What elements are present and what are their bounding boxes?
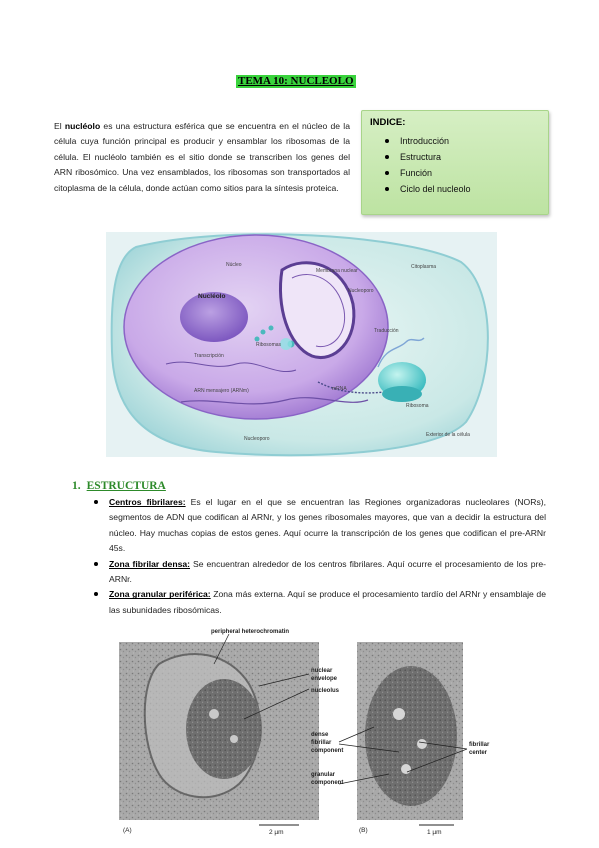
index-list — [382, 133, 471, 197]
bullet-term: Zona fibrilar densa: — [109, 558, 190, 569]
label-nucleolus: nucleolus — [311, 688, 340, 694]
intro-before: El — [54, 121, 65, 131]
label-granular-component: component — [311, 780, 344, 786]
label-component: component — [311, 748, 344, 754]
label-ribosoma: Ribosoma — [406, 403, 429, 409]
label-mrna: mRNA — [332, 386, 347, 392]
label-nucleoporo: Nucleoporo — [348, 288, 374, 294]
bullet-zona-granular — [92, 587, 546, 618]
label-scale-a: 2 µm — [269, 829, 284, 836]
structure-list — [92, 495, 546, 618]
label-peripheral-heterochromatin: peripheral heterochromatin — [211, 629, 290, 635]
bullet-term: Centros fibrilares: — [109, 497, 186, 507]
index-item-estructura: Estructura — [382, 149, 471, 165]
label-membrana: Membrana nuclear — [316, 268, 358, 274]
label-nucleo: Núcleo — [226, 262, 242, 268]
intro-term: nucléolo — [64, 121, 101, 131]
label-dense: dense — [311, 732, 329, 738]
cell-illustration — [106, 232, 497, 457]
section-number: 1. — [72, 480, 81, 492]
section-heading — [72, 480, 166, 492]
label-citoplasma: Citoplasma — [411, 264, 437, 270]
bullet-centros-fibrilares — [92, 495, 546, 557]
label-granular: granular — [311, 772, 336, 778]
label-fibrillar: fibrillar — [311, 740, 332, 746]
label-nuclear: nuclear — [311, 668, 333, 674]
label-transcripcion: Transcripción — [194, 353, 224, 359]
bullet-term: Zona granular periférica: — [109, 589, 211, 600]
label-traduccion: Traducción — [374, 328, 399, 334]
index-item-funcion: Función — [382, 165, 471, 181]
index-box — [361, 110, 549, 215]
label-ribosomas: Ribosomas — [256, 342, 282, 348]
label-nucleolo: Nucléolo — [198, 293, 226, 300]
micrograph-figure — [119, 624, 554, 838]
label-exterior: Exterior de la célula — [426, 432, 470, 438]
page-title: TEMA 10: NUCLEOLO — [238, 75, 354, 87]
label-fibrillar-center: fibrillar — [469, 742, 490, 748]
label-panel-a: (A) — [123, 827, 132, 834]
bullet-zona-fibrilar-densa — [92, 557, 546, 588]
index-item-ciclo: Ciclo del nucleolo — [382, 181, 471, 197]
label-arnm: ARN mensajero (ARNm) — [194, 388, 249, 394]
index-item-introduccion: Introducción — [382, 133, 471, 149]
label-panel-b: (B) — [359, 827, 368, 834]
label-scale-b: 1 µm — [427, 829, 442, 836]
section-title: ESTRUCTURA — [86, 480, 166, 492]
intro-paragraph — [54, 119, 350, 196]
bullet-text: Es el lugar en el que se encuentran las Regiones organizadoras nucleolares (NORs), segmentos de ADN que codifican al ARNr, y los genes ribosomales mayores, que van a decidir la estructura del núcleo. Hay muchas copias de estos genes. Aquí ocurre la transcripción de los genes que codifican el pre-ARNr 45s. — [109, 497, 546, 554]
label-nucleoporo-2: Nucleoporo — [244, 436, 270, 442]
bullet-text: Zona más externa. Aquí se produce el procesamiento tardío del ARNr y ensamblaje de las subunidades ribosómicas. — [109, 589, 546, 615]
bullet-text: Se encuentran alrededor de los centros fibrilares. Aquí ocurre el procesamiento de los pre-ARNr. — [109, 558, 546, 585]
intro-after: es una estructura esférica que se encuentra en el núcleo de la célula cuya función principal es producir y ensamblar los ribosomas de la célula. El nucléolo también es el sitio donde se transcriben los genes del ARN ribosómico. Una vez ensamblados, los ribosomas son transportados al citoplasma de la célula, donde actúan como sitios para la síntesis proteica. — [54, 121, 350, 193]
index-title: INDICE: — [370, 117, 406, 128]
label-envelope: envelope — [311, 676, 338, 682]
label-center: center — [469, 750, 488, 756]
